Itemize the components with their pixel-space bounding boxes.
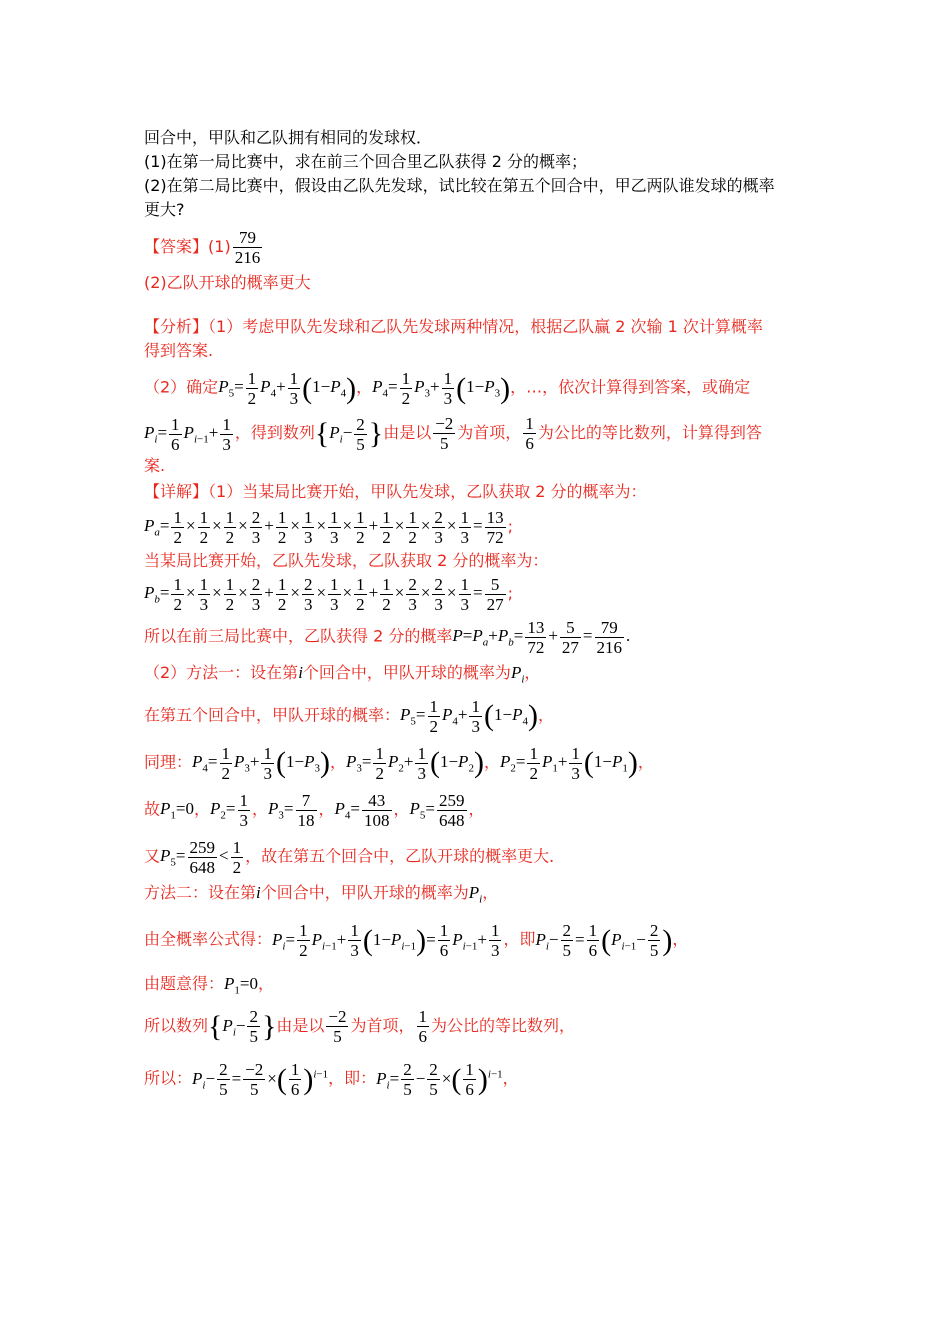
answer-line-2: (2)乙队开球的概率更大 (144, 273, 311, 292)
answer-line-1 (144, 228, 814, 267)
problem-line-2: (1)在第一局比赛中，求在前三个回合里乙队获得 2 分的概率； (144, 152, 588, 171)
answer-label: 【答案】 (144, 237, 209, 256)
detail-line-11: 由题意得：$P_1=0$， (144, 974, 275, 997)
problem-line-1: 回合中，甲队和乙队拥有相同的发球权． (144, 128, 433, 147)
detail-line-4: （2）方法一：设在第i个回合中，甲队开球的概率为$P_i$， (144, 662, 541, 685)
detail-formula-pa: $P_a=$ $\frac{1}{2}$ × $\frac{1}{2}$ × $\frac{1}{2}$ × $\frac{2}{3}$ + $\frac{1}{2}$ × $\frac{1}{3}$ × $\frac{1}{3}$ × $\frac{1}{2}$ + $\frac{1}{2}$ × $\frac{1}{2}$ × $\frac{2}{3}$ × $\frac{1}{3}$ = $\frac{13}{72}$ ; (144, 507, 513, 547)
analysis-line-2: 得到答案. (144, 341, 214, 360)
document-body (144, 126, 814, 1099)
answer-part1-prefix: (1) (208, 237, 231, 256)
detail-formula-pb: $P_b=$ $\frac{1}{2}$ × $\frac{1}{3}$ × $\frac{1}{2}$ × $\frac{2}{3}$ + $\frac{1}{2}$ × $\frac{2}{3}$ × $\frac{1}{3}$ × $\frac{1}{2}$ + $\frac{1}{2}$ × $\frac{2}{3}$ × $\frac{2}{3}$ × $\frac{1}{3}$ = $\frac{5}{27}$ ; (144, 574, 513, 614)
detail-line-8: 又$P_5=$ $\frac{259}{648}$ < $\frac{1}{2}$ ，故在第五个回合中，乙队开球的概率更大． (144, 837, 566, 877)
analysis-line-5: 案. (144, 455, 166, 475)
analysis-line-1: 【分析】（1）考虑甲队先发球和乙队先发球两种情况，根据乙队赢 2 次输 1 次计算概率 (144, 317, 763, 336)
detail-line-12: 所以数列{$P_i-$ $\frac{2}{5}$ }由是以 $\frac{-2}{5}$ 为首项， $\frac{1}{6}$ 为公比的等比数列， (144, 1006, 576, 1047)
detail-line-9: 方法二：设在第i个回合中，甲队开球的概率为$P_i$， (144, 882, 499, 906)
problem-line-4: 更大? (144, 200, 185, 219)
detail-line-1: 【详解】（1）当某局比赛开始，甲队先发球，乙队获取 2 分的概率为： (144, 481, 647, 501)
detail-line-7: 故$P_1=0$，$P_2=$ $\frac{1}{3}$ ，$P_3=$ $\frac{7}{18}$ ，$P_4=$ $\frac{43}{108}$ ，$P_5=$ $\frac{259}{648}$ ， (144, 790, 485, 830)
detail-line-6: 同理：$P_4=$ $\frac{1}{2}$ $P_3+$ $\frac{1}{3}$ $(1-P_3)$，$P_3=$ $\frac{1}{2}$ $P_2+$ $\frac{1}{3}$ $(1-P_2)$，$P_2=$ $\frac{1}{2}$ $P_1+$ $\frac{1}{3}$ $(1-P_1)$， (144, 743, 654, 783)
detail-line-5: 在第五个回合中，甲队开球的概率：$P_5=$ $\frac{1}{2}$ $P_4+$ $\frac{1}{3}$ $(1-P_4)$， (144, 696, 554, 736)
answer-fraction: $\frac{79}{216}$ (234, 228, 261, 267)
detail-line-3: 所以在前三局比赛中，乙队获得 2 分的概率$P=P_a+P_b=$ $\frac{13}{72}$ + $\frac{5}{27}$ = $\frac{79}{216}$ . (144, 617, 631, 657)
detail-line-13: 所以：$P_i-$ $\frac{2}{5}$ = $\frac{-2}{5}$ ×( $\frac{1}{6}$ )$^{i-1}$，即：$P_i=$ $\frac{2}{5}$ − $\frac{2}{5}$ ×( $\frac{1}{6}$ )$^{i-1}$， (144, 1060, 519, 1100)
analysis-line-3: （2）确定$P_5=$ $\frac{1}{2}$ $P_4+$ $\frac{1}{3}$ $(1-P_4)$，$P_4=$ $\frac{1}{2}$ $P_3+$ $\frac{1}{3}$ $(1-P_3)$，…，依次计算得到答案，或确定 (144, 369, 751, 408)
problem-line-3: (2)在第二局比赛中，假设由乙队先发球，试比较在第五个回合中，甲乙两队谁发球的概率 (144, 176, 775, 195)
analysis-label: 【分析】 (144, 317, 209, 336)
detail-line-10: 由全概率公式得：$P_i=$ $\frac{1}{2}$ $P_{i-1}+$ $\frac{1}{3}$ $(1-P_{i-1})=$ $\frac{1}{6}$ $P_{i-1}+$ $\frac{1}{3}$ ，即$P_i-$ $\frac{2}{5}$ = $\frac{1}{6}$ ($P_{i-1}-$ $\frac{2}{5}$ )， (144, 921, 689, 961)
analysis-line-4: $P_i=$ $\frac{1}{6}$ $P_{i-1}+$ $\frac{1}{3}$ ，得到数列{$P_i-$ $\frac{2}{5}$ }由是以 $\frac{-2}{5}$ 为首项， $\frac{1}{6}$ 为公比的等比数列，计算得到答 (144, 414, 762, 454)
detail-line-2: 当某局比赛开始，乙队先发球，乙队获取 2 分的概率为： (144, 550, 549, 570)
detail-label: 【详解】 (144, 481, 209, 501)
